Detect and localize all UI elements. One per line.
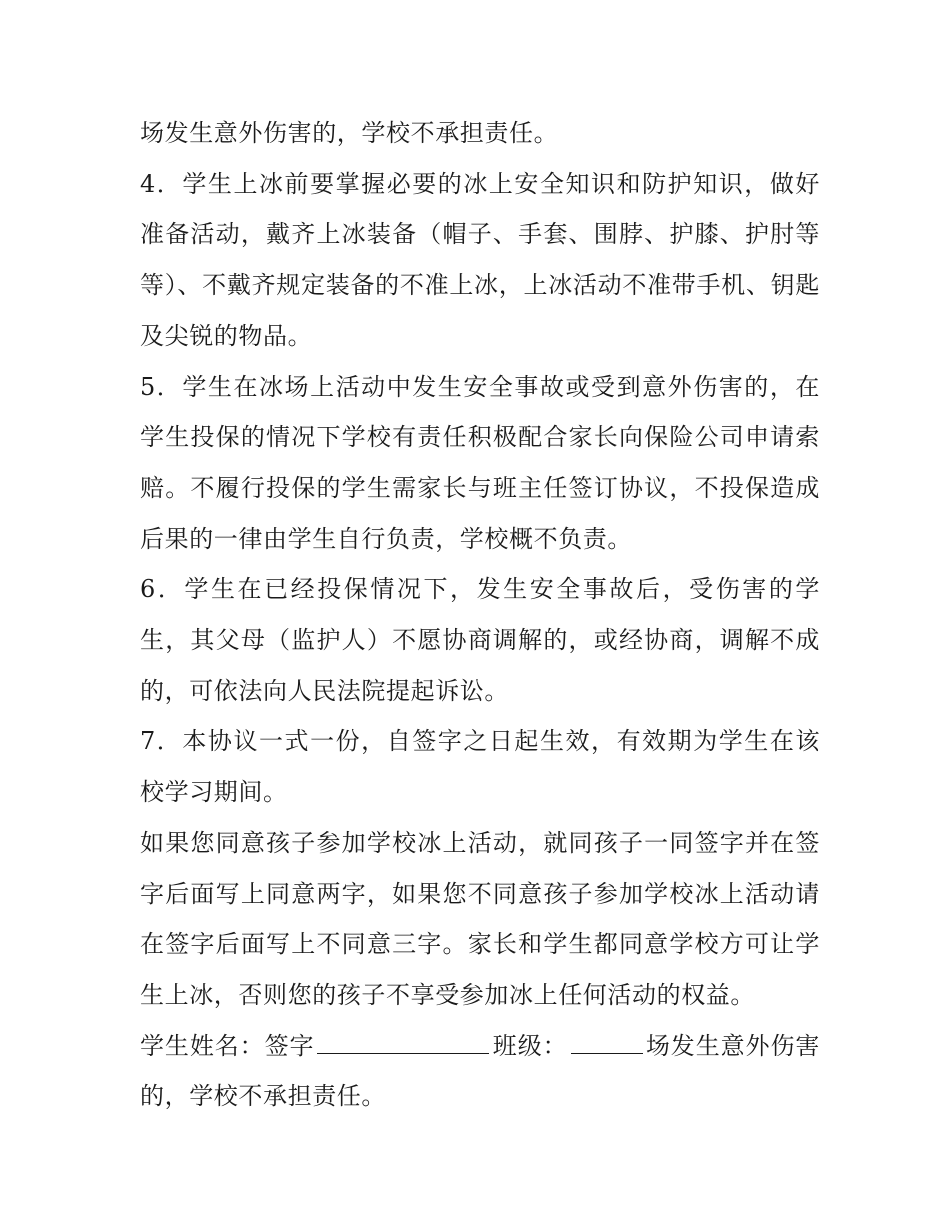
class-label: 班级：: [492, 1031, 568, 1060]
clause-4: [140, 159, 820, 362]
clause-number: 4．: [140, 169, 183, 198]
document-body: [140, 108, 820, 1122]
clause-number: 6．: [140, 575, 185, 604]
clause-5: [140, 362, 820, 565]
clause-text: 本协议一式一份，自签字之日起生效，有效期为学生在该校学习期间。: [140, 727, 820, 807]
trailing-text: 场发生意外伤害的，学校不承担责任。: [140, 1031, 820, 1111]
student-name-label: 学生姓名：签字: [140, 1031, 315, 1060]
clause-text: 学生在冰场上活动中发生安全事故或受到意外伤害的，在学生投保的情况下学校有责任积极配合家长向保险公司申请索赔。不履行投保的学生需家长与班主任签订协议，不投保造成后果的一律由学生自行负责，学校概不负责。: [140, 372, 820, 553]
signature-line: [140, 1021, 820, 1122]
clause-7: [140, 716, 820, 817]
class-blank[interactable]: [571, 1029, 643, 1054]
clause-6: [140, 564, 820, 716]
clause-text: 学生在已经投保情况下，发生安全事故后，受伤害的学生，其父母（监护人）不愿协商调解的，或经协商，调解不成的，可依法向人民法院提起诉讼。: [140, 575, 820, 705]
signature-blank[interactable]: [317, 1029, 489, 1054]
clause-number: 7．: [140, 727, 183, 756]
consent-paragraph: 如果您同意孩子参加学校冰上活动，就同孩子一同签字并在签字后面写上同意两字，如果您不同意孩子参加学校冰上活动请在签字后面写上不同意三字。家长和学生都同意学校方可让学生上冰，否则您的孩子不享受参加冰上任何活动的权益。: [140, 828, 820, 1009]
clause-text: 学生上冰前要掌握必要的冰上安全知识和防护知识，做好准备活动，戴齐上冰装备（帽子、手套、围脖、护膝、护肘等等）、不戴齐规定装备的不准上冰，上冰活动不准带手机、钥匙及尖锐的物品。: [140, 169, 820, 350]
clause-number: 5．: [140, 372, 183, 401]
continuation-paragraph: 场发生意外伤害的，学校不承担责任。: [140, 119, 559, 147]
